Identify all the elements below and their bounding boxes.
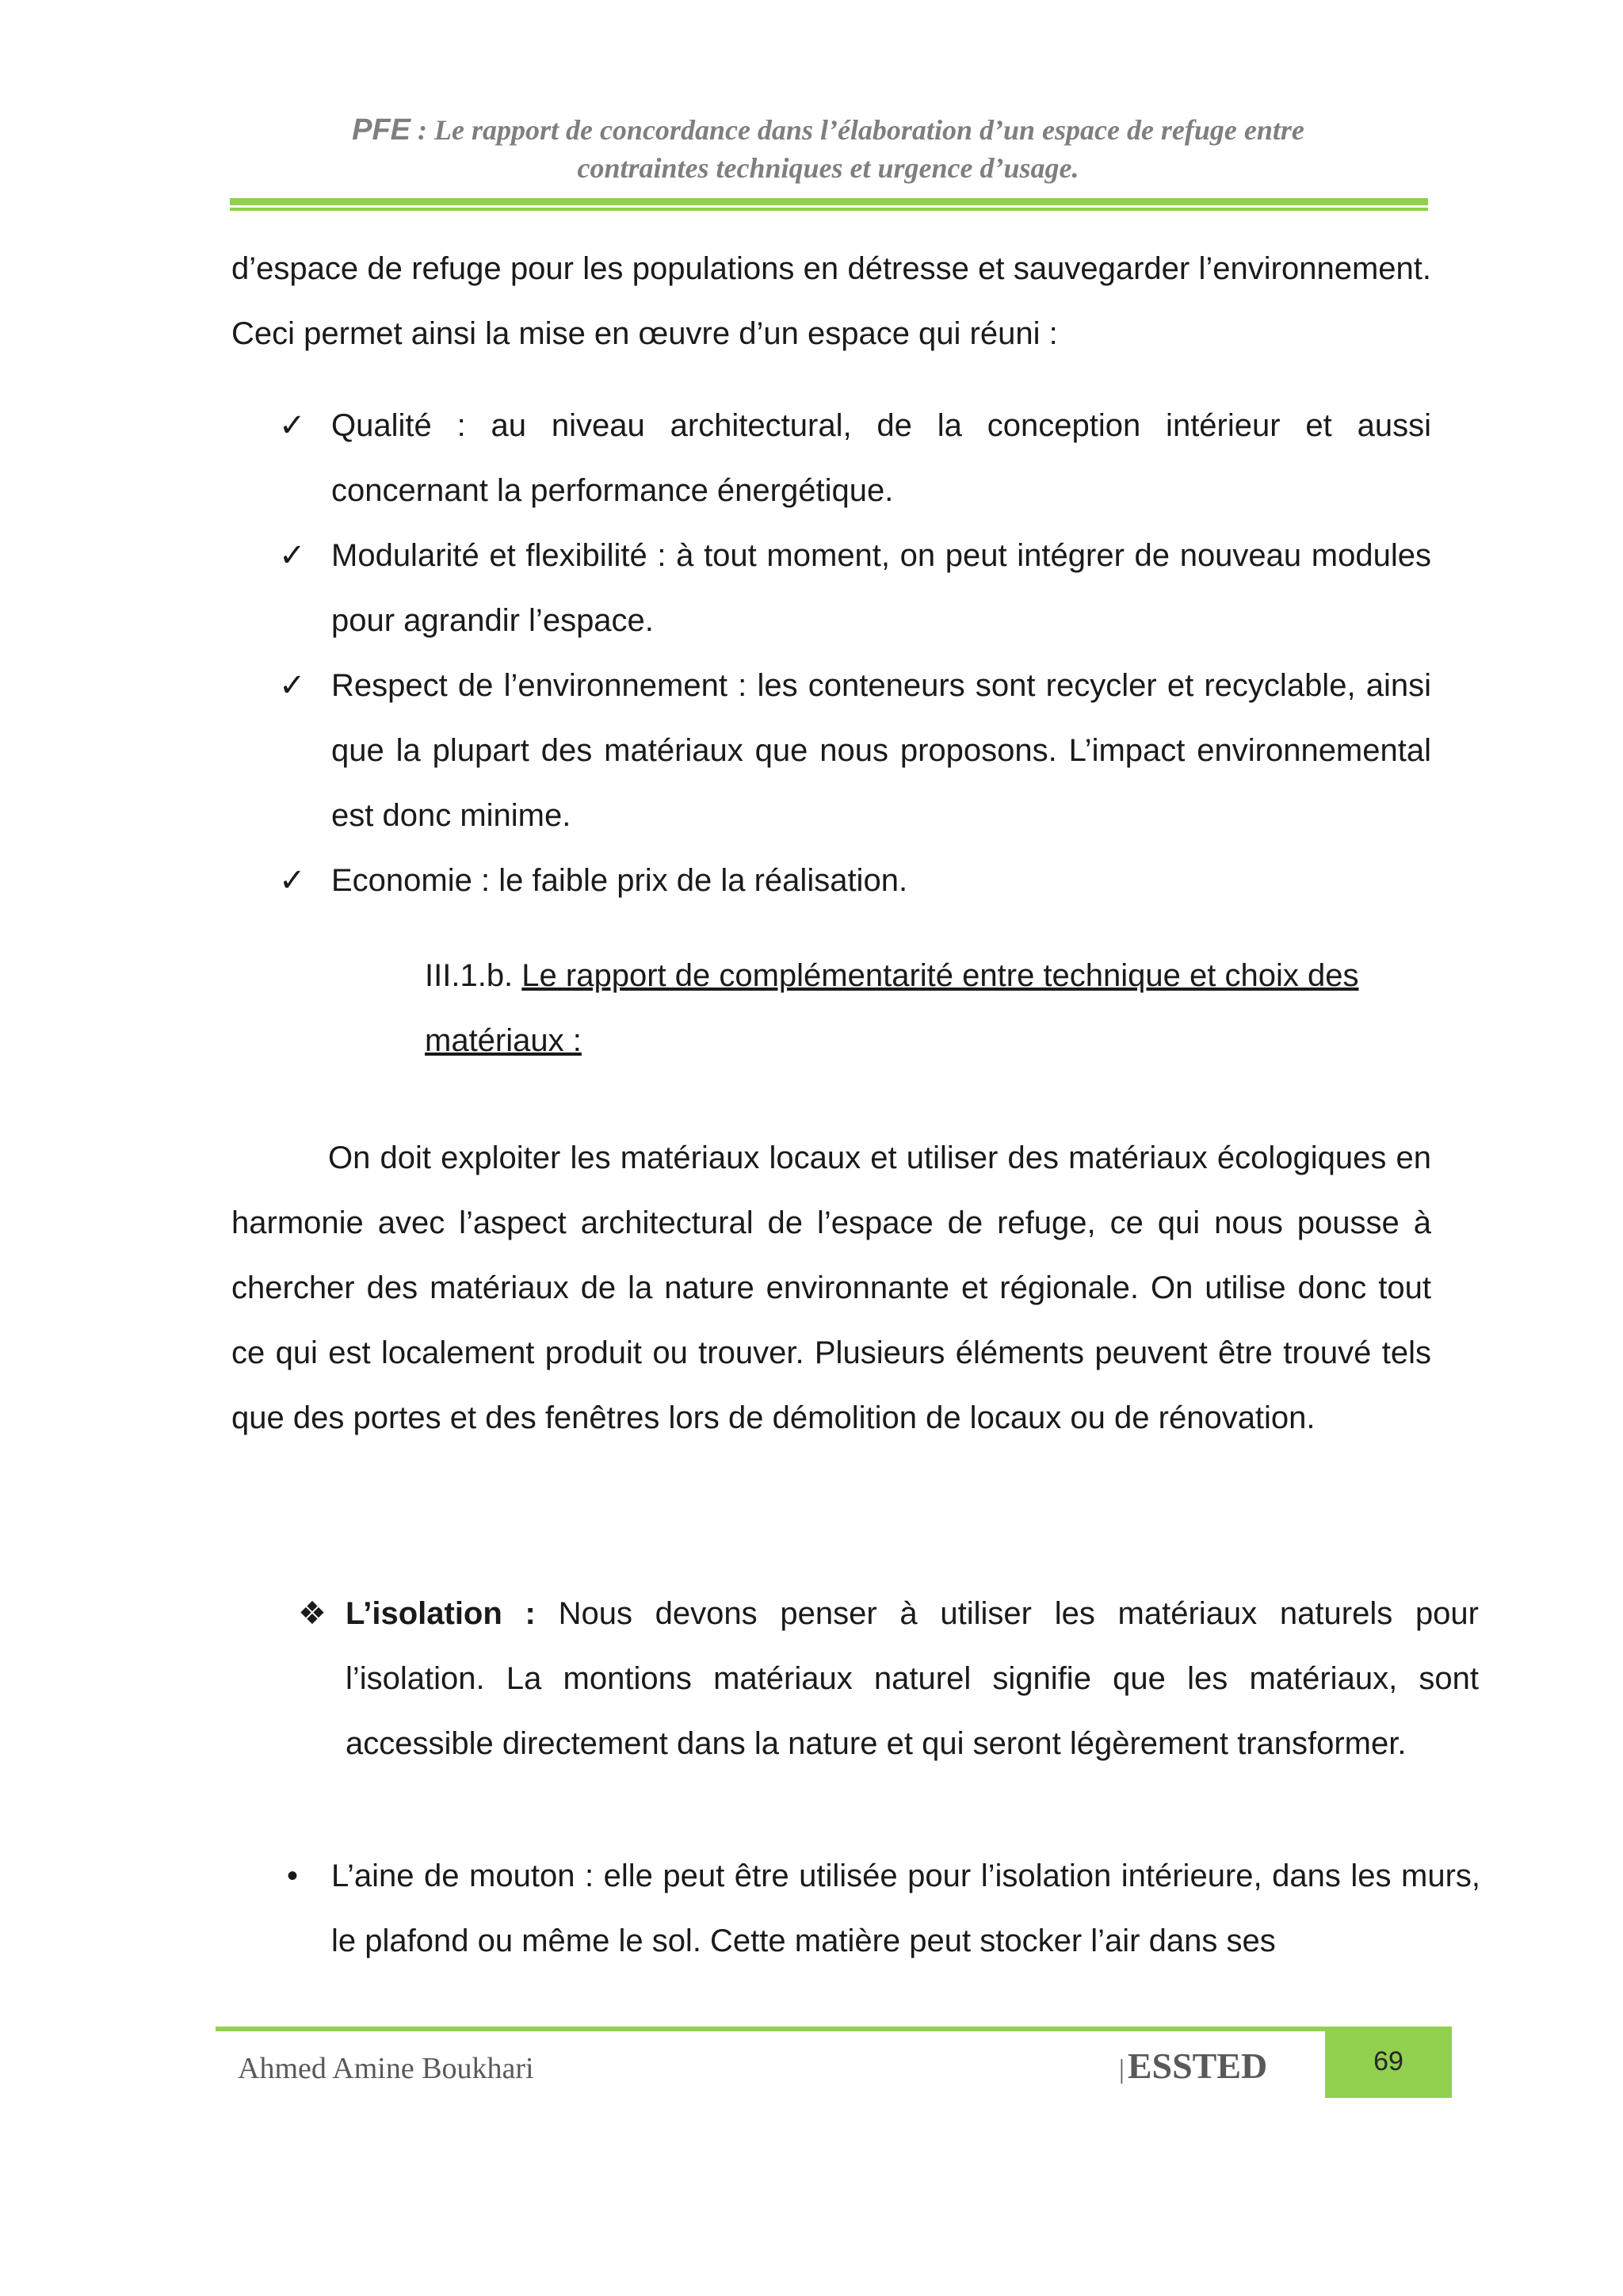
header-title-part-2: contraintes techniques et urgence d’usage. xyxy=(577,152,1079,184)
footer-divider xyxy=(216,2027,1452,2031)
bullet-item xyxy=(282,1843,1480,1973)
list-item-text: Respect de l’environnement : les conteneurs sont recycler et recyclable, ainsi que la plupart des matériaux que nous proposons. L’impact environnemental est donc minime. xyxy=(331,668,1431,833)
checkmark-icon: ✓ xyxy=(279,408,306,443)
checkmark-icon: ✓ xyxy=(279,863,306,898)
diamond-bullet-icon: ❖ xyxy=(298,1596,327,1631)
list-item-text: Qualité : au niveau architectural, de la conception intérieur et aussi concernant la performance énergétique. xyxy=(331,408,1431,508)
checkmark-icon: ✓ xyxy=(279,538,306,573)
header-title-part-1: : Le rapport de concordance dans l’élaboration d’un espace de refuge entre xyxy=(411,114,1304,146)
page-number: 69 xyxy=(1325,2027,1452,2098)
bullet-icon: • xyxy=(287,1859,299,1893)
footer-separator: | xyxy=(1119,2055,1125,2084)
check-list xyxy=(279,393,1431,913)
list-item-text: Modularité et flexibilité : à tout moment, on peut intégrer de nouveau modules pour agrandir l’espace. xyxy=(331,538,1431,638)
footer-school-name: ESSTED xyxy=(1127,2046,1268,2086)
isolation-lead: L’isolation : xyxy=(346,1596,536,1631)
list-item xyxy=(279,393,1431,523)
page-header xyxy=(230,111,1426,187)
header-divider xyxy=(230,198,1428,208)
list-item-text: Economie : le faible prix de la réalisation. xyxy=(331,863,908,898)
list-item xyxy=(279,523,1431,653)
header-line-1 xyxy=(230,111,1426,149)
main-paragraph-text: On doit exploiter les matériaux locaux et utiliser des matériaux écologiques en harmonie avec l’aspect architectural de l’espace de refuge, ce qui nous pousse à chercher des matériaux de la nature environnante et régionale. On utilise donc tout ce qui est localement produit ou trouver. Plusieurs éléments peuvent être trouvé tels que des portes et des fenêtres lors de démolition de locaux ou de rénovation. xyxy=(231,1140,1431,1435)
checkmark-icon: ✓ xyxy=(279,668,306,703)
intro-paragraph: d’espace de refuge pour les populations en détresse et sauvegarder l’environnement. Ceci permet ainsi la mise en œuvre d’un espace qui réuni : xyxy=(231,251,1431,351)
header-prefix: PFE xyxy=(352,113,411,147)
list-item xyxy=(279,653,1431,848)
isolation-text: Nous devons penser à utiliser les matériaux naturels pour l’isolation. La montions matériaux naturel signifie que les matériaux, sont accessible directement dans la nature et qui seront légèrement transformer. xyxy=(346,1596,1479,1761)
bullet-text: L’aine de mouton : elle peut être utilisée pour l’isolation intérieure, dans les murs, le plafond ou même le sol. Cette matière peut stocker l’air dans ses xyxy=(331,1859,1480,1958)
subsection-number: III.1.b. xyxy=(425,958,522,993)
footer-author: Ahmed Amine Boukhari xyxy=(238,2052,534,2085)
footer-school xyxy=(1119,2045,1267,2087)
subsection-heading xyxy=(425,943,1400,1073)
isolation-item xyxy=(298,1581,1479,1776)
list-item xyxy=(279,848,1431,913)
subsection-title: Le rapport de complémentarité entre technique et choix des matériaux : xyxy=(425,958,1359,1058)
main-paragraph xyxy=(231,1125,1431,1450)
